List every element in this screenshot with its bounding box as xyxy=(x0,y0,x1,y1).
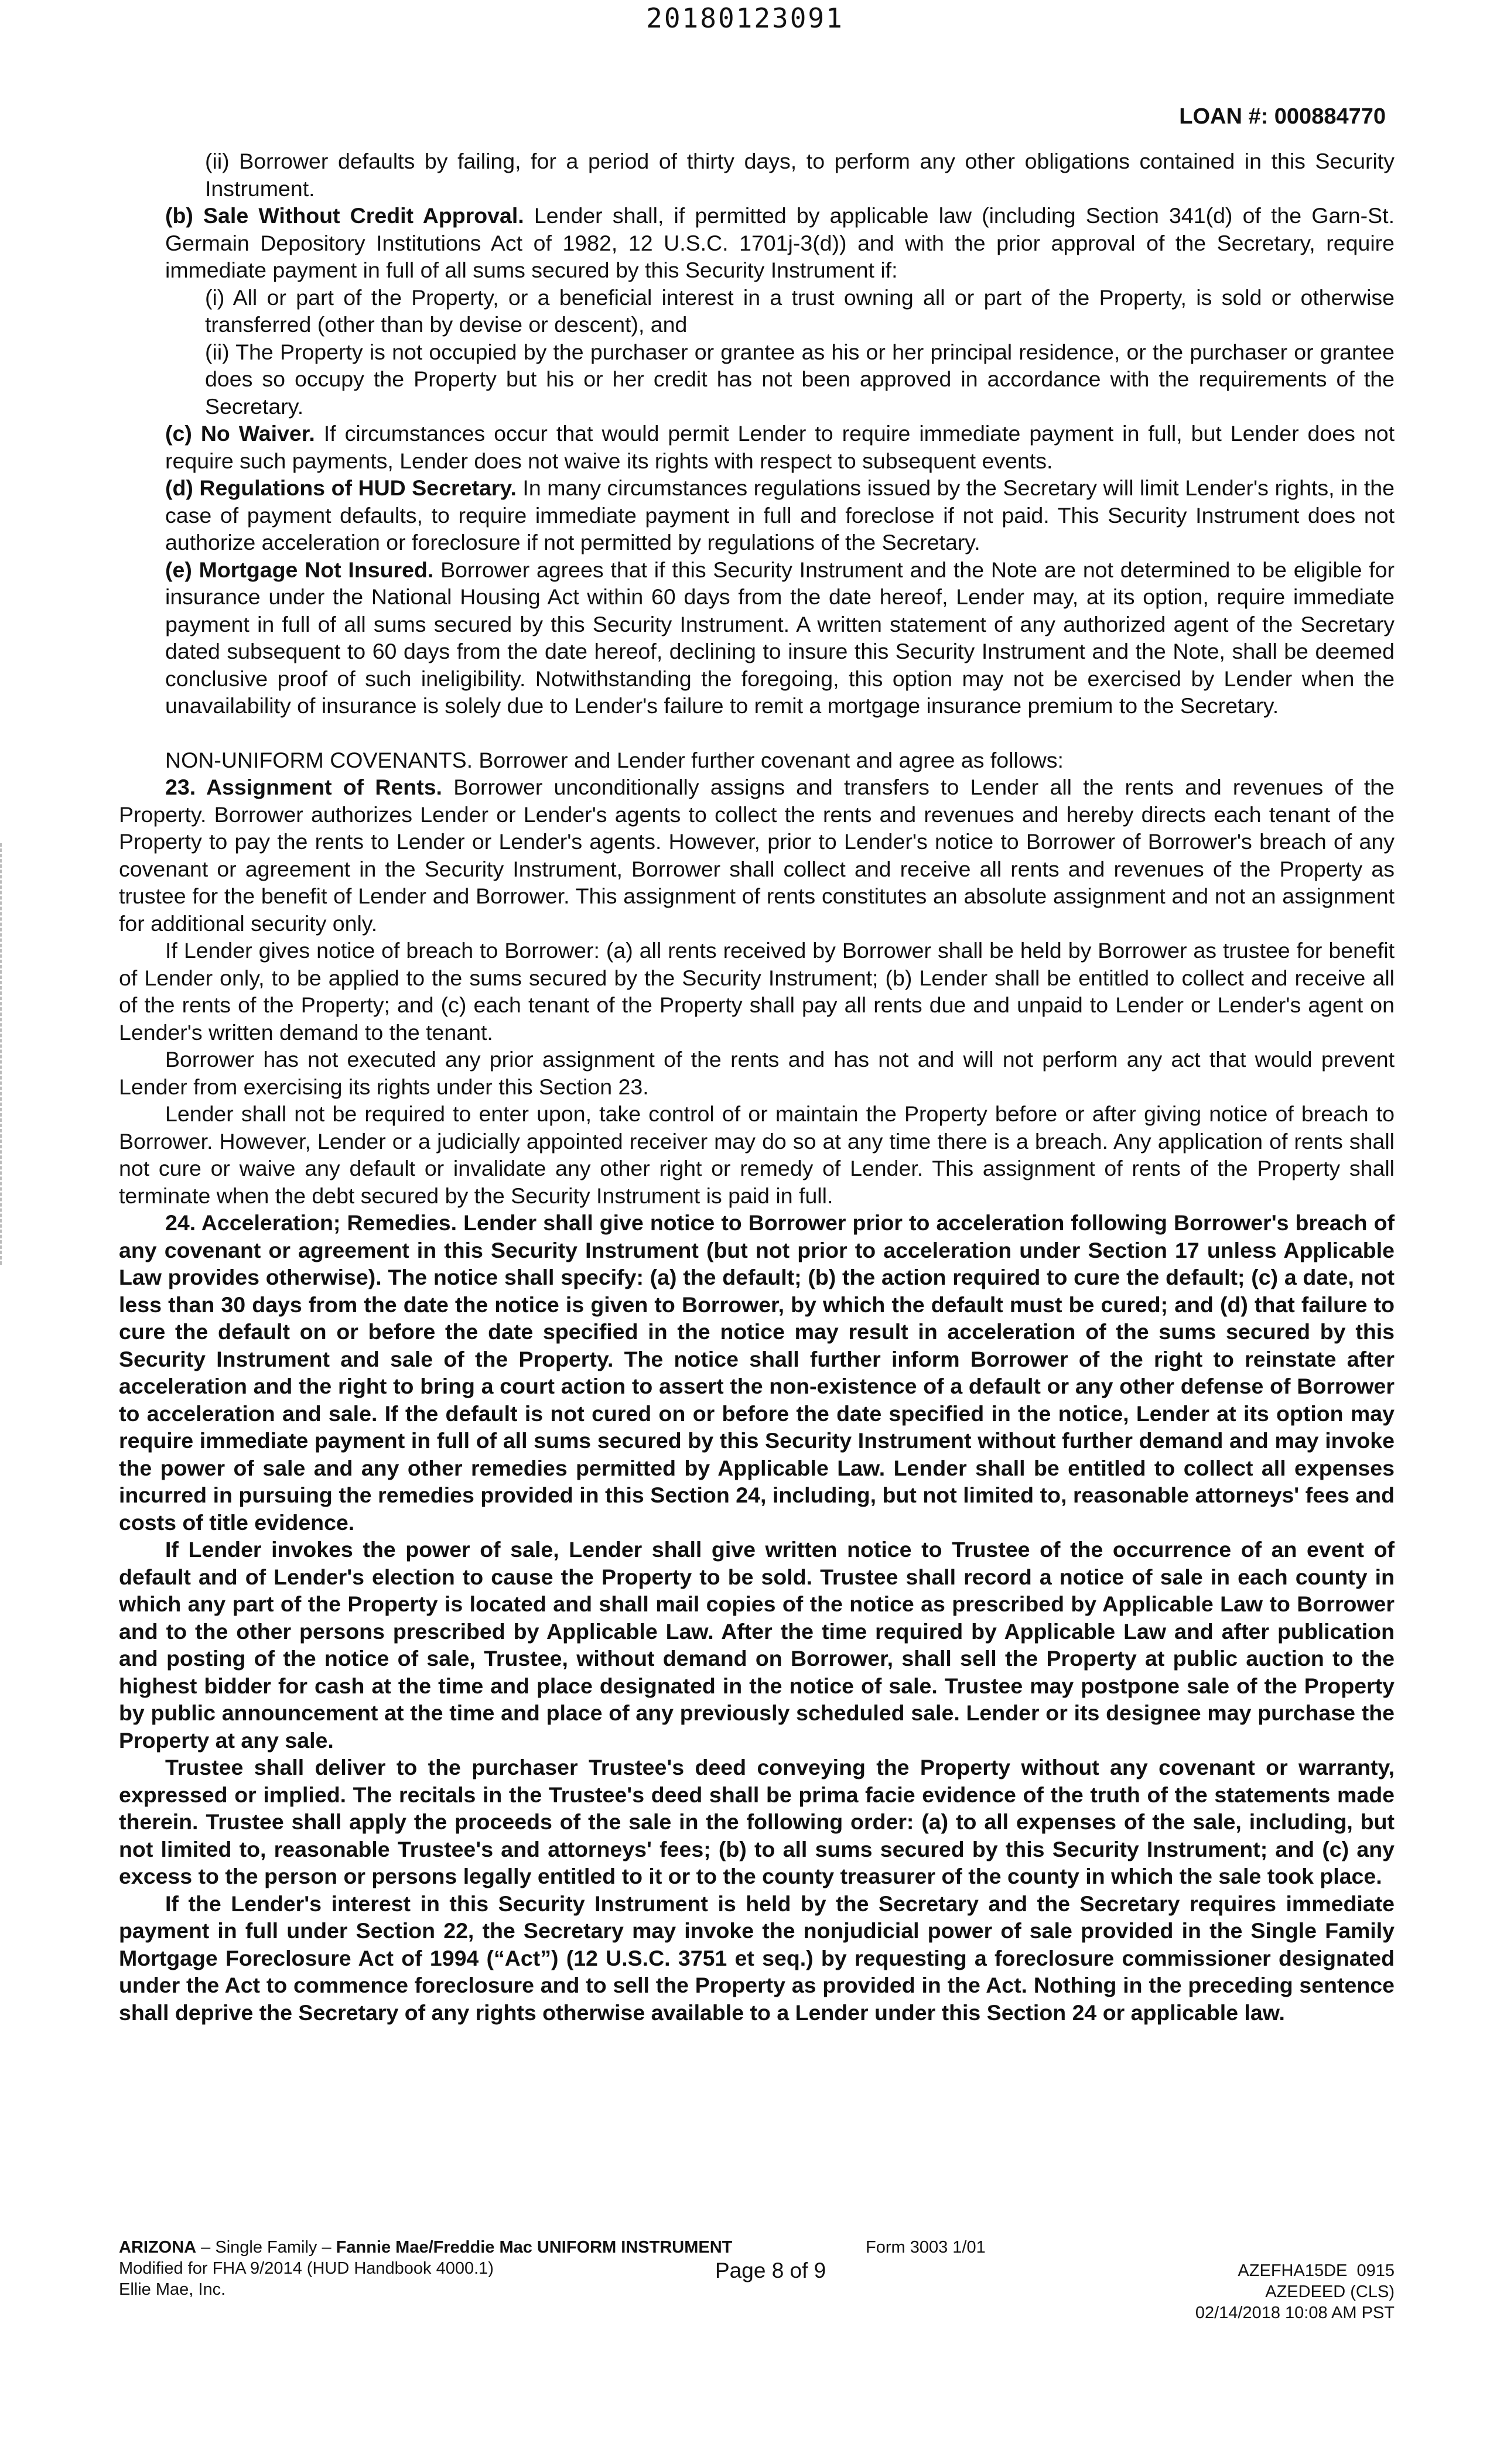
paragraph-d xyxy=(119,474,1395,556)
footer-codes xyxy=(1195,2260,1395,2323)
footer-separator: – Single Family – xyxy=(196,2238,336,2257)
margin-scan-artifact xyxy=(0,843,4,1265)
section-23-paragraph-4: Lender shall not be required to enter upon, take control of or maintain the Property before or after giving notice of breach to Borrower. However, Lender or a judicially appointed receiver may do so at any time there is a breach. Any application of rents shall not cure or waive any default or invalidate any other right or remedy of Lender. This assignment of rents of the Property shall terminate when the debt secured by the Security Instrument is paid in full. xyxy=(119,1101,1395,1208)
section-24-paragraph-4: If the Lender's interest in this Security Instrument is held by the Secretary and the Secretary requires immediate payment in full under Section 22, the Secretary may invoke the nonjudicial power of sale provided in the Single Family Mortgage Foreclosure Act of 1994 (“Act”) (12 U.S.C. 3751 et seq.) by requesting a foreclosure commissioner designated under the Act to commence foreclosure and to sell the Property as provided in the Act. Nothing in the preceding sentence shall deprive the Secretary of any rights otherwise available to a Lender under this Section 24 or applicable law. xyxy=(119,1891,1395,2025)
footer-code-1: AZEFHA15DE 0915 xyxy=(1238,2261,1395,2280)
section-24-paragraph-3: Trustee shall deliver to the purchaser Trustee's deed conveying the Property without any covenant or warranty, expressed or implied. The recitals in the Trustee's deed shall be prima facie evidence of the truth of the statements made therein. Trustee shall apply the proceeds of the sale in the following order: (a) to all expenses of the sale, including, but not limited to, reasonable Trustee's and attorneys' fees; (b) to all sums secured by this Security Instrument; and (c) any excess to the person or persons legally entitled to it or to the county treasurer of the county in which the sale took place. xyxy=(119,1755,1395,1888)
paragraph-d-heading: (d) Regulations of HUD Secretary. xyxy=(165,475,517,500)
footer-line-2: Modified for FHA 9/2014 (HUD Handbook 4000.1) xyxy=(119,2259,494,2278)
footer-state: ARIZONA xyxy=(119,2238,197,2257)
paragraph-b-text: Lender shall, if permitted by applicable law (including Section 341(d) of the Garn-St. Germain Depository Institutions Act of 1982, 12 U.S.C. 1701j-3(d)) and with the prior approval of the Secretary, require immediate payment in full of all sums secured by this Security Instrument if: xyxy=(165,203,1395,282)
spacer xyxy=(119,720,1395,747)
footer-code-2: AZEDEED (CLS) xyxy=(1265,2282,1395,2301)
section-23-paragraph-3: Borrower has not executed any prior assignment of the rents and has not and will not perform any act that would prevent Lender from exercising its rights under this Section 23. xyxy=(119,1047,1395,1099)
paragraph-d-text: In many circumstances regulations issued by the Secretary will limit Lender's rights, in the case of payment defaults, to require immediate payment in full and foreclose if not paid. This Security Instrument does not authorize acceleration or foreclosure if not permitted by regulations of the Secretary. xyxy=(165,475,1395,555)
paragraph-a-ii: (ii) Borrower defaults by failing, for a period of thirty days, to perform any other obligations contained in this Security Instrument. xyxy=(205,149,1395,201)
paragraph-b-heading: (b) Sale Without Credit Approval. xyxy=(165,203,524,228)
section-23-text: Borrower unconditionally assigns and transfers to Lender all the rents and revenues of the Property. Borrower authorizes Lender or Lender's agents to collect the rents and revenues and hereby directs each tenant of the Property to pay the rents to Lender or Lender's agents. However, prior to Lender's notice to Borrower of Borrower's breach of any covenant or agreement in the Security Instrument, Borrower shall collect and receive all rents and revenues of the Property as trustee for the benefit of Lender and Borrower. This assignment of rents constitutes an absolute assignment and not an assignment for additional security only. xyxy=(119,775,1395,936)
paragraph-b-i: (i) All or part of the Property, or a beneficial interest in a trust owning all or part of the Property, is sold or otherwise transferred (other than by devise or descent), and xyxy=(205,285,1395,337)
paragraph-c xyxy=(119,420,1395,474)
paragraph-b xyxy=(119,202,1395,284)
section-23-paragraph-2: If Lender gives notice of breach to Borrower: (a) all rents received by Borrower shall be held by Borrower as trustee for benefit of Lender only, to be applied to the sums secured by the Security Instrument; (b) Lender shall be entitled to collect and receive all of the rents of the Property; and (c) each tenant of the Property shall pay all rents due and unpaid to Lender or Lender's agent on Lender's written demand to the tenant. xyxy=(119,938,1395,1045)
footer-timestamp: 02/14/2018 10:08 AM PST xyxy=(1195,2304,1395,2322)
loan-number: LOAN #: 000884770 xyxy=(1179,104,1386,129)
document-body xyxy=(119,148,1395,2026)
section-23 xyxy=(119,774,1395,937)
non-uniform-covenants: NON-UNIFORM COVENANTS. Borrower and Lender further covenant and agree as follows: xyxy=(165,747,1064,772)
section-24-paragraph-2: If Lender invokes the power of sale, Lender shall give written notice to Trustee of the occurrence of an event of default and of Lender's election to cause the Property to be sold. Trustee shall record a notice of sale in each county in which any part of the Property is located and shall mail copies of the notice as prescribed by Applicable Law to Borrower and to the other persons prescribed by Applicable Law. After the time required by Applicable Law and after publication and posting of the notice of sale, Trustee, without demand on Borrower, shall sell the Property at public auction to the highest bidder for cash at the time and place designated in the notice of sale. Trustee may postpone sale of the Property by public announcement at the time and place of any previously scheduled sale. Lender or its designee may purchase the Property at any sale. xyxy=(119,1537,1395,1753)
page-number: Page 8 of 9 xyxy=(715,2258,826,2282)
paragraph-c-text: If circumstances occur that would permit Lender to require immediate payment in full, but Lender does not require such payments, Lender does not waive its rights with respect to subsequent events. xyxy=(165,421,1395,473)
document-number: 20180123091 xyxy=(646,2,844,34)
section-24: 24. Acceleration; Remedies. Lender shall give notice to Borrower prior to acceleration following Borrower's breach of any covenant or agreement in this Security Instrument (but not prior to acceleration under Section 17 unless Applicable Law provides otherwise). The notice shall specify: (a) the default; (b) the action required to cure the default; (c) a date, not less than 30 days from the date the notice is given to Borrower, by which the default must be cured; and (d) that failure to cure the default on or before the date specified in the notice may result in acceleration of the sums secured by this Security Instrument and sale of the Property. The notice shall further inform Borrower of the right to reinstate after acceleration and the right to bring a court action to assert the non-existence of a default or any other defense of Borrower to acceleration and sale. If the default is not cured on or before the date specified in the notice, Lender at its option may require immediate payment in full of all sums secured by this Security Instrument without further demand and may invoke the power of sale and any other remedies permitted by Applicable Law. Lender shall be entitled to collect all expenses incurred in pursuing the remedies provided in this Section 24, including, but not limited to, reasonable attorneys' fees and costs of title evidence. xyxy=(119,1210,1395,1535)
footer-line-3: Ellie Mae, Inc. xyxy=(119,2280,226,2299)
footer-line-1 xyxy=(119,2237,880,2258)
footer-instrument: Fannie Mae/Freddie Mac UNIFORM INSTRUMENT xyxy=(336,2238,733,2257)
footer-form-number: Form 3003 1/01 xyxy=(866,2238,986,2257)
paragraph-b-ii: (ii) The Property is not occupied by the purchaser or grantee as his or her principal residence, or the purchaser or grantee does so occupy the Property but his or her credit has not been approved in accordance with the requirements of the Secretary. xyxy=(205,339,1395,419)
paragraph-e-heading: (e) Mortgage Not Insured. xyxy=(165,557,434,582)
paragraph-e-text: Borrower agrees that if this Security Instrument and the Note are not determined to be eligible for insurance under the National Housing Act within 60 days from the date hereof, Lender may, at its option, require immediate payment in full of all sums secured by this Security Instrument. A written statement of any authorized agent of the Secretary dated subsequent to 60 days from the date hereof, declining to insure this Security Instrument and the Note, shall be deemed conclusive proof of such ineligibility. Notwithstanding the foregoing, this option may not be exercised by Lender when the unavailability of insurance is solely due to Lender's failure to remit a mortgage insurance premium to the Secretary. xyxy=(165,557,1395,718)
section-23-heading: 23. Assignment of Rents. xyxy=(165,775,442,799)
paragraph-c-heading: (c) No Waiver. xyxy=(165,421,315,446)
paragraph-e xyxy=(119,556,1395,720)
